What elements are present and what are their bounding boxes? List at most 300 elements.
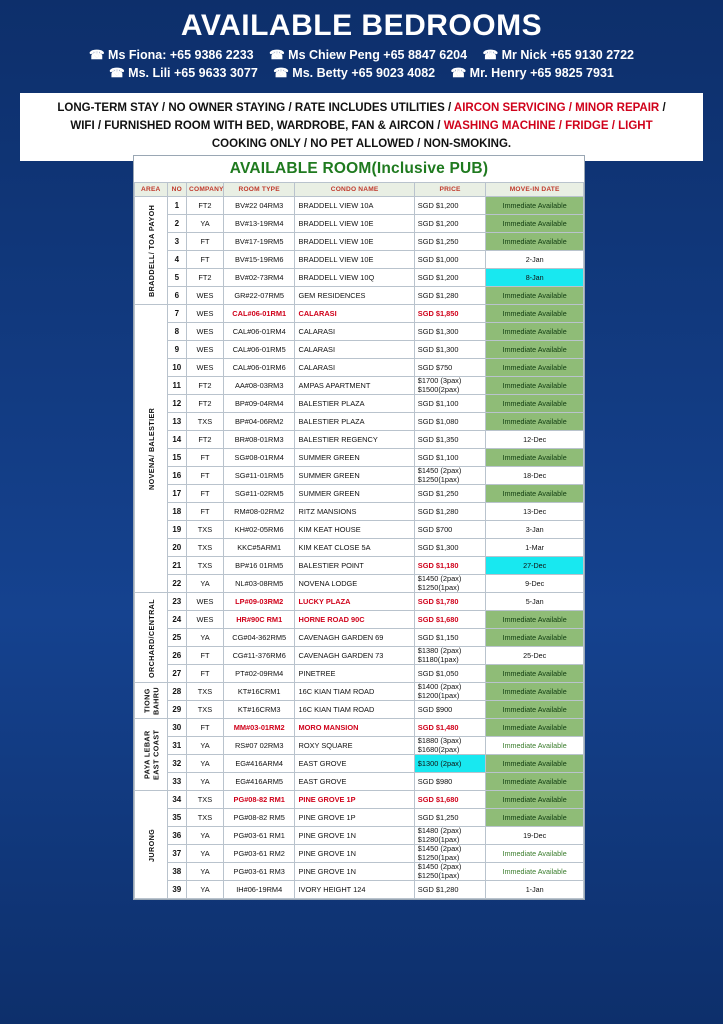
cell-company: YA bbox=[187, 755, 224, 773]
terms-line-2: WIFI / FURNISHED ROOM WITH BED, WARDROBE, FAN & AIRCON / WASHING MACHINE / FRIDGE / LIGHT bbox=[70, 119, 653, 132]
contact-line-2 bbox=[8, 64, 715, 83]
cell-move: Immediate Available bbox=[486, 197, 584, 215]
table-row bbox=[135, 503, 584, 521]
cell-condo: EAST GROVE bbox=[295, 773, 414, 791]
cell-price: SGD $1,050 bbox=[414, 665, 486, 683]
cell-move: Immediate Available bbox=[486, 773, 584, 791]
cell-price: $1300 (2pax) bbox=[414, 755, 486, 773]
cell-move: Immediate Available bbox=[486, 809, 584, 827]
cell-no: 24 bbox=[167, 611, 187, 629]
cell-no: 12 bbox=[167, 395, 187, 413]
cell-price: SGD $1,080 bbox=[414, 413, 486, 431]
cell-no: 36 bbox=[167, 827, 187, 845]
table-row bbox=[135, 287, 584, 305]
cell-type: BP#09-04RM4 bbox=[223, 395, 295, 413]
cell-company: FT2 bbox=[187, 395, 224, 413]
cell-company: FT2 bbox=[187, 377, 224, 395]
cell-company: TXS bbox=[187, 683, 224, 701]
cell-move: Immediate Available bbox=[486, 701, 584, 719]
cell-company: YA bbox=[187, 215, 224, 233]
cell-company: FT2 bbox=[187, 431, 224, 449]
phone-contact: ☎ Mr Nick +65 9130 2722 bbox=[482, 47, 634, 62]
table-row bbox=[135, 323, 584, 341]
cell-move: 3-Jan bbox=[486, 521, 584, 539]
table-row bbox=[135, 629, 584, 647]
table-row bbox=[135, 863, 584, 881]
col-move-in-date: MOVE-IN DATE bbox=[486, 183, 584, 197]
cell-type: PT#02-09RM4 bbox=[223, 665, 295, 683]
cell-price: SGD $1,250 bbox=[414, 809, 486, 827]
cell-no: 8 bbox=[167, 323, 187, 341]
phone-contact: ☎ Ms Chiew Peng +65 8847 6204 bbox=[269, 47, 468, 62]
cell-move: Immediate Available bbox=[486, 683, 584, 701]
cell-move: 12-Dec bbox=[486, 431, 584, 449]
cell-move: 19-Dec bbox=[486, 827, 584, 845]
table-row bbox=[135, 845, 584, 863]
cell-condo: BALESTIER REGENCY bbox=[295, 431, 414, 449]
cell-company: YA bbox=[187, 845, 224, 863]
cell-move: Immediate Available bbox=[486, 863, 584, 881]
cell-move: 9-Dec bbox=[486, 575, 584, 593]
cell-price: SGD $1,200 bbox=[414, 215, 486, 233]
cell-move: 13-Dec bbox=[486, 503, 584, 521]
cell-move: Immediate Available bbox=[486, 395, 584, 413]
table-body bbox=[135, 197, 584, 899]
cell-type: BR#08-01RM3 bbox=[223, 431, 295, 449]
cell-price: SGD $1,280 bbox=[414, 881, 486, 899]
table-row bbox=[135, 197, 584, 215]
cell-condo: NOVENA LODGE bbox=[295, 575, 414, 593]
cell-type: PG#08-82 RM5 bbox=[223, 809, 295, 827]
cell-condo: SUMMER GREEN bbox=[295, 485, 414, 503]
cell-company: FT bbox=[187, 719, 224, 737]
col-area: AREA bbox=[135, 183, 168, 197]
cell-no: 32 bbox=[167, 755, 187, 773]
cell-price: SGD $1,180 bbox=[414, 557, 486, 575]
availability-panel bbox=[133, 155, 585, 900]
cell-move: Immediate Available bbox=[486, 719, 584, 737]
cell-no: 15 bbox=[167, 449, 187, 467]
table-row bbox=[135, 467, 584, 485]
cell-type: EG#416ARM5 bbox=[223, 773, 295, 791]
cell-type: BP#16 01RM5 bbox=[223, 557, 295, 575]
cell-move: 1-Mar bbox=[486, 539, 584, 557]
cell-type: MM#03-01RM2 bbox=[223, 719, 295, 737]
cell-company: FT bbox=[187, 665, 224, 683]
table-row bbox=[135, 485, 584, 503]
table-row bbox=[135, 269, 584, 287]
cell-condo: CAVENAGH GARDEN 69 bbox=[295, 629, 414, 647]
cell-price: SGD $1,250 bbox=[414, 233, 486, 251]
table-row bbox=[135, 539, 584, 557]
table-row bbox=[135, 521, 584, 539]
cell-company: FT bbox=[187, 233, 224, 251]
terms-line-3: COOKING ONLY / NO PET ALLOWED / NON-SMOKING. bbox=[211, 137, 512, 150]
cell-move: Immediate Available bbox=[486, 233, 584, 251]
cell-price: SGD $1,150 bbox=[414, 629, 486, 647]
cell-price: SGD $1,300 bbox=[414, 323, 486, 341]
cell-condo: BALESTIER PLAZA bbox=[295, 395, 414, 413]
cell-condo: BRADDELL VIEW 10Q bbox=[295, 269, 414, 287]
cell-company: YA bbox=[187, 863, 224, 881]
cell-company: WES bbox=[187, 305, 224, 323]
cell-no: 39 bbox=[167, 881, 187, 899]
cell-price: SGD $980 bbox=[414, 773, 486, 791]
table-row bbox=[135, 377, 584, 395]
cell-price: SGD $1,250 bbox=[414, 485, 486, 503]
page-title: AVAILABLE BEDROOMS bbox=[180, 9, 543, 42]
cell-condo: RITZ MANSIONS bbox=[295, 503, 414, 521]
cell-company: TXS bbox=[187, 791, 224, 809]
area-label: TIONG BAHRU bbox=[135, 683, 168, 719]
cell-no: 22 bbox=[167, 575, 187, 593]
cell-condo: PINE GROVE 1N bbox=[295, 827, 414, 845]
cell-type: CAL#06-01RM1 bbox=[223, 305, 295, 323]
cell-price: SGD $1,200 bbox=[414, 269, 486, 287]
cell-condo: PINE GROVE 1P bbox=[295, 791, 414, 809]
contact-line-1 bbox=[8, 46, 715, 65]
cell-no: 26 bbox=[167, 647, 187, 665]
cell-no: 34 bbox=[167, 791, 187, 809]
table-row bbox=[135, 305, 584, 323]
table-row bbox=[135, 395, 584, 413]
cell-move: 2-Jan bbox=[486, 251, 584, 269]
cell-company: FT bbox=[187, 647, 224, 665]
cell-no: 13 bbox=[167, 413, 187, 431]
table-row bbox=[135, 683, 584, 701]
cell-move: Immediate Available bbox=[486, 323, 584, 341]
cell-no: 17 bbox=[167, 485, 187, 503]
cell-no: 7 bbox=[167, 305, 187, 323]
cell-company: WES bbox=[187, 359, 224, 377]
cell-type: NL#03-08RM5 bbox=[223, 575, 295, 593]
cell-condo: BALESTIER PLAZA bbox=[295, 413, 414, 431]
cell-price: $1880 (3pax) $1680(2pax) bbox=[414, 737, 486, 755]
cell-type: CG#11-376RM6 bbox=[223, 647, 295, 665]
cell-price: SGD $1,680 bbox=[414, 611, 486, 629]
cell-no: 35 bbox=[167, 809, 187, 827]
cell-condo: KIM KEAT HOUSE bbox=[295, 521, 414, 539]
cell-price: SGD $1,850 bbox=[414, 305, 486, 323]
cell-company: TXS bbox=[187, 701, 224, 719]
table-row bbox=[135, 341, 584, 359]
cell-type: CAL#06-01RM5 bbox=[223, 341, 295, 359]
table-title: AVAILABLE ROOM(Inclusive PUB) bbox=[134, 156, 584, 182]
cell-no: 37 bbox=[167, 845, 187, 863]
cell-no: 14 bbox=[167, 431, 187, 449]
table-row bbox=[135, 791, 584, 809]
cell-type: EG#416ARM4 bbox=[223, 755, 295, 773]
cell-no: 33 bbox=[167, 773, 187, 791]
cell-no: 2 bbox=[167, 215, 187, 233]
cell-type: AA#08-03RM3 bbox=[223, 377, 295, 395]
cell-move: Immediate Available bbox=[486, 737, 584, 755]
cell-type: BV#22 04RM3 bbox=[223, 197, 295, 215]
table-row bbox=[135, 737, 584, 755]
cell-price: SGD $1,480 bbox=[414, 719, 486, 737]
table-row bbox=[135, 827, 584, 845]
cell-price: SGD $900 bbox=[414, 701, 486, 719]
cell-move: Immediate Available bbox=[486, 359, 584, 377]
cell-condo: LUCKY PLAZA bbox=[295, 593, 414, 611]
cell-type: KH#02-05RM6 bbox=[223, 521, 295, 539]
cell-company: FT bbox=[187, 485, 224, 503]
cell-price: $1450 (2pax) $1250(1pax) bbox=[414, 863, 486, 881]
cell-no: 38 bbox=[167, 863, 187, 881]
cell-no: 21 bbox=[167, 557, 187, 575]
cell-type: PG#03-61 RM1 bbox=[223, 827, 295, 845]
cell-company: YA bbox=[187, 827, 224, 845]
table-row bbox=[135, 575, 584, 593]
cell-price: SGD $750 bbox=[414, 359, 486, 377]
cell-move: Immediate Available bbox=[486, 341, 584, 359]
area-label: BRADDELL/ TOA PAYOH bbox=[135, 197, 168, 305]
cell-price: SGD $1,780 bbox=[414, 593, 486, 611]
cell-price: $1700 (3pax) $1500(2pax) bbox=[414, 377, 486, 395]
cell-no: 19 bbox=[167, 521, 187, 539]
table-row bbox=[135, 881, 584, 899]
cell-no: 28 bbox=[167, 683, 187, 701]
cell-price: SGD $700 bbox=[414, 521, 486, 539]
table-row bbox=[135, 665, 584, 683]
cell-price: SGD $1,000 bbox=[414, 251, 486, 269]
cell-move: 1-Jan bbox=[486, 881, 584, 899]
table-row bbox=[135, 449, 584, 467]
cell-company: FT2 bbox=[187, 269, 224, 287]
cell-condo: GEM RESIDENCES bbox=[295, 287, 414, 305]
col-room-type: ROOM TYPE bbox=[223, 183, 295, 197]
cell-price: SGD $1,280 bbox=[414, 503, 486, 521]
cell-company: YA bbox=[187, 629, 224, 647]
cell-type: BV#13-19RM4 bbox=[223, 215, 295, 233]
cell-type: BV#02-73RM4 bbox=[223, 269, 295, 287]
cell-no: 9 bbox=[167, 341, 187, 359]
col-condo-name: CONDO NAME bbox=[295, 183, 414, 197]
cell-company: TXS bbox=[187, 539, 224, 557]
cell-move: Immediate Available bbox=[486, 755, 584, 773]
cell-price: SGD $1,350 bbox=[414, 431, 486, 449]
cell-company: FT bbox=[187, 503, 224, 521]
cell-price: SGD $1,200 bbox=[414, 197, 486, 215]
cell-condo: PINE GROVE 1P bbox=[295, 809, 414, 827]
cell-move: Immediate Available bbox=[486, 377, 584, 395]
cell-condo: HORNE ROAD 90C bbox=[295, 611, 414, 629]
cell-no: 5 bbox=[167, 269, 187, 287]
cell-no: 10 bbox=[167, 359, 187, 377]
cell-move: 8-Jan bbox=[486, 269, 584, 287]
cell-company: TXS bbox=[187, 521, 224, 539]
terms-notice bbox=[20, 93, 703, 161]
cell-no: 4 bbox=[167, 251, 187, 269]
cell-type: SG#11-01RM5 bbox=[223, 467, 295, 485]
cell-no: 30 bbox=[167, 719, 187, 737]
cell-type: PG#03-61 RM2 bbox=[223, 845, 295, 863]
cell-no: 29 bbox=[167, 701, 187, 719]
cell-condo: 16C KIAN TIAM ROAD bbox=[295, 683, 414, 701]
cell-type: BV#17-19RM5 bbox=[223, 233, 295, 251]
cell-company: FT2 bbox=[187, 197, 224, 215]
cell-price: SGD $1,300 bbox=[414, 341, 486, 359]
cell-company: WES bbox=[187, 323, 224, 341]
cell-type: RS#07 02RM3 bbox=[223, 737, 295, 755]
cell-type: LP#09-03RM2 bbox=[223, 593, 295, 611]
cell-type: HR#90C RM1 bbox=[223, 611, 295, 629]
area-label: NOVENA/ BALESTIER bbox=[135, 305, 168, 593]
cell-type: PG#08-82 RM1 bbox=[223, 791, 295, 809]
cell-company: YA bbox=[187, 575, 224, 593]
rooms-table bbox=[134, 182, 584, 899]
phone-contact: ☎ Ms. Lili +65 9633 3077 bbox=[109, 66, 258, 81]
cell-condo: PINETREE bbox=[295, 665, 414, 683]
cell-condo: CALARASI bbox=[295, 323, 414, 341]
cell-condo: KIM KEAT CLOSE 5A bbox=[295, 539, 414, 557]
table-row bbox=[135, 431, 584, 449]
cell-condo: BRADDELL VIEW 10A bbox=[295, 197, 414, 215]
cell-price: SGD $1,100 bbox=[414, 395, 486, 413]
cell-type: SG#11-02RM5 bbox=[223, 485, 295, 503]
cell-no: 1 bbox=[167, 197, 187, 215]
cell-type: KT#16CRM3 bbox=[223, 701, 295, 719]
cell-no: 18 bbox=[167, 503, 187, 521]
phone-contact: ☎ Ms. Betty +65 9023 4082 bbox=[273, 66, 436, 81]
table-row bbox=[135, 701, 584, 719]
cell-move: Immediate Available bbox=[486, 665, 584, 683]
table-row bbox=[135, 557, 584, 575]
col-price: PRICE bbox=[414, 183, 486, 197]
cell-price: $1450 (2pax) $1250(1pax) bbox=[414, 467, 486, 485]
cell-no: 25 bbox=[167, 629, 187, 647]
table-row bbox=[135, 251, 584, 269]
cell-condo: 16C KIAN TIAM ROAD bbox=[295, 701, 414, 719]
cell-no: 27 bbox=[167, 665, 187, 683]
cell-company: WES bbox=[187, 341, 224, 359]
cell-price: $1450 (2pax) $1250(1pax) bbox=[414, 575, 486, 593]
cell-type: RM#08-02RM2 bbox=[223, 503, 295, 521]
area-label: ORCHARD/CENTRAL bbox=[135, 593, 168, 683]
cell-condo: CALARASI bbox=[295, 305, 414, 323]
cell-no: 23 bbox=[167, 593, 187, 611]
cell-company: TXS bbox=[187, 413, 224, 431]
cell-no: 6 bbox=[167, 287, 187, 305]
cell-condo: SUMMER GREEN bbox=[295, 467, 414, 485]
table-row bbox=[135, 719, 584, 737]
cell-price: SGD $1,280 bbox=[414, 287, 486, 305]
table-row bbox=[135, 611, 584, 629]
cell-type: PG#03-61 RM3 bbox=[223, 863, 295, 881]
cell-condo: CALARASI bbox=[295, 359, 414, 377]
cell-move: Immediate Available bbox=[486, 845, 584, 863]
cell-price: SGD $1,680 bbox=[414, 791, 486, 809]
cell-move: 5-Jan bbox=[486, 593, 584, 611]
cell-condo: EAST GROVE bbox=[295, 755, 414, 773]
cell-move: Immediate Available bbox=[486, 449, 584, 467]
cell-move: 27-Dec bbox=[486, 557, 584, 575]
cell-condo: BRADDELL VIEW 10E bbox=[295, 251, 414, 269]
cell-type: KKC#5ARM1 bbox=[223, 539, 295, 557]
cell-type: GR#22-07RM5 bbox=[223, 287, 295, 305]
cell-condo: CALARASI bbox=[295, 341, 414, 359]
cell-company: YA bbox=[187, 737, 224, 755]
area-label: PAYA LEBAR EAST COAST bbox=[135, 719, 168, 791]
table-row bbox=[135, 647, 584, 665]
table-row bbox=[135, 809, 584, 827]
cell-move: 18-Dec bbox=[486, 467, 584, 485]
cell-type: KT#16CRM1 bbox=[223, 683, 295, 701]
cell-no: 11 bbox=[167, 377, 187, 395]
cell-type: BP#04-06RM2 bbox=[223, 413, 295, 431]
cell-condo: CAVENAGH GARDEN 73 bbox=[295, 647, 414, 665]
cell-move: Immediate Available bbox=[486, 215, 584, 233]
cell-price: SGD $1,300 bbox=[414, 539, 486, 557]
cell-price: $1480 (2pax) $1280(1pax) bbox=[414, 827, 486, 845]
cell-condo: BRADDELL VIEW 10E bbox=[295, 215, 414, 233]
cell-no: 3 bbox=[167, 233, 187, 251]
cell-move: Immediate Available bbox=[486, 485, 584, 503]
cell-move: Immediate Available bbox=[486, 305, 584, 323]
cell-no: 16 bbox=[167, 467, 187, 485]
cell-company: YA bbox=[187, 881, 224, 899]
cell-move: Immediate Available bbox=[486, 611, 584, 629]
table-row bbox=[135, 215, 584, 233]
terms-line-1: LONG-TERM STAY / NO OWNER STAYING / RATE INCLUDES UTILITIES / AIRCON SERVICING / MINOR REPAIR / bbox=[57, 102, 666, 114]
cell-no: 31 bbox=[167, 737, 187, 755]
cell-condo: SUMMER GREEN bbox=[295, 449, 414, 467]
cell-condo: MORO MANSION bbox=[295, 719, 414, 737]
cell-type: BV#15-19RM6 bbox=[223, 251, 295, 269]
cell-company: FT bbox=[187, 467, 224, 485]
cell-type: CG#04-362RM5 bbox=[223, 629, 295, 647]
cell-company: FT bbox=[187, 449, 224, 467]
cell-company: FT bbox=[187, 251, 224, 269]
phone-contact: ☎ Ms Fiona: +65 9386 2233 bbox=[89, 47, 254, 62]
cell-condo: PINE GROVE 1N bbox=[295, 845, 414, 863]
cell-move: Immediate Available bbox=[486, 287, 584, 305]
cell-move: Immediate Available bbox=[486, 413, 584, 431]
cell-company: WES bbox=[187, 611, 224, 629]
cell-move: Immediate Available bbox=[486, 791, 584, 809]
cell-company: WES bbox=[187, 593, 224, 611]
table-row bbox=[135, 413, 584, 431]
cell-price: $1400 (2pax) $1200(1pax) bbox=[414, 683, 486, 701]
phone-contact: ☎ Mr. Henry +65 9825 7931 bbox=[450, 66, 614, 81]
area-label: JURONG bbox=[135, 791, 168, 899]
cell-type: CAL#06-01RM6 bbox=[223, 359, 295, 377]
cell-condo: ROXY SQUARE bbox=[295, 737, 414, 755]
cell-price: $1380 (2pax) $1180(1pax) bbox=[414, 647, 486, 665]
table-row bbox=[135, 773, 584, 791]
cell-company: YA bbox=[187, 773, 224, 791]
table-row bbox=[135, 593, 584, 611]
table-row bbox=[135, 359, 584, 377]
cell-no: 20 bbox=[167, 539, 187, 557]
cell-type: IH#06-19RM4 bbox=[223, 881, 295, 899]
cell-condo: AMPAS APARTMENT bbox=[295, 377, 414, 395]
col-company: COMPANY bbox=[187, 183, 224, 197]
cell-condo: BALESTIER POINT bbox=[295, 557, 414, 575]
cell-company: TXS bbox=[187, 557, 224, 575]
table-header-row bbox=[135, 183, 584, 197]
cell-price: $1450 (2pax) $1250(1pax) bbox=[414, 845, 486, 863]
cell-move: Immediate Available bbox=[486, 629, 584, 647]
cell-company: TXS bbox=[187, 809, 224, 827]
cell-move: 25-Dec bbox=[486, 647, 584, 665]
cell-company: WES bbox=[187, 287, 224, 305]
cell-condo: PINE GROVE 1N bbox=[295, 863, 414, 881]
cell-price: SGD $1,100 bbox=[414, 449, 486, 467]
cell-condo: BRADDELL VIEW 10E bbox=[295, 233, 414, 251]
col-no: NO bbox=[167, 183, 187, 197]
table-row bbox=[135, 755, 584, 773]
